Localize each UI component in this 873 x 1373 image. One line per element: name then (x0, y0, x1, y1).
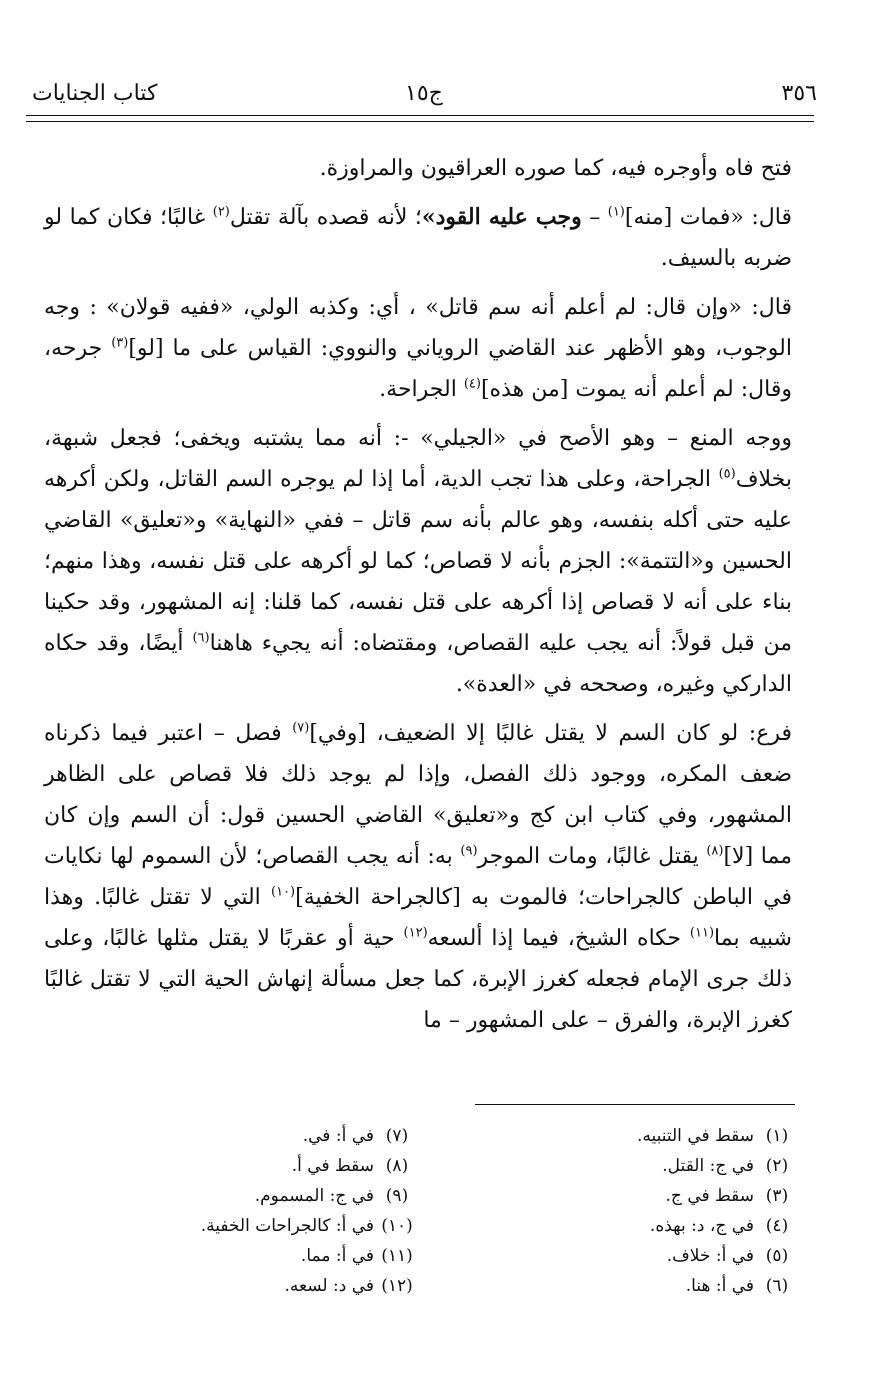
paragraph-1 (44, 148, 792, 189)
footnote-number: (٣) (765, 1186, 789, 1206)
paragraph-4 (44, 418, 792, 705)
footnote-number: (٧) (385, 1126, 409, 1146)
footnote-text: في د: لسعه. (284, 1276, 374, 1296)
header-rule-top (26, 115, 814, 116)
footnote (150, 1121, 420, 1151)
footnote (520, 1241, 800, 1271)
footnote-text: في ج: المسموم. (254, 1186, 374, 1206)
footnote (150, 1151, 420, 1181)
footnote (520, 1271, 800, 1301)
footnote-text: في أ: في. (302, 1126, 374, 1146)
volume-label: ج١٥ (405, 81, 443, 106)
text-run: أيضًا، وقد حكاه الداركي وغيره، وصححه في «العدة». (44, 631, 792, 697)
footnote-marker: (٩) (460, 843, 478, 859)
text-run: – (581, 205, 608, 230)
text-run: التي لا تقتل غالبًا. وهذا شبيه بما (44, 885, 792, 951)
footnote-number: (١١) (381, 1246, 413, 1266)
text-run: الجراحة، وعلى هذا تجب الدية، أما إذا لم يوجره السم القاتل، ولكن أكرهه عليه حتى أكله بنفسه، وهو عالم بأنه سم قاتل – ففي «النهاية» و«تعليق» القاضي الحسين و«التتمة»: الجزم بأنه لا قصاص؛ كما لو أكرهه على قتل نفسه، وهذا منهم؛ بناء على أنه لا قصاص إذا أكرهه على قتل نفسه، كما قلنا: إنه المشهور، وقد حكينا من قبل قولاً: أنه يجب عليه القصاص، ومقتضاه: أنه يجيء هاهنا (44, 467, 793, 656)
paragraph-3 (44, 287, 792, 410)
text-run: حكاه الشيخ، فيما إذا ألسعه (427, 926, 690, 951)
footnote (520, 1121, 800, 1151)
footnote-text: سقط في ج. (665, 1186, 754, 1206)
footnote-number: (٨) (385, 1156, 409, 1176)
footnote-text: في أ: مما. (300, 1246, 374, 1266)
footnote-separator (475, 1104, 795, 1105)
footnote-text: سقط في التنبيه. (636, 1126, 754, 1146)
footnote (150, 1181, 420, 1211)
footnote-marker: (٢) (212, 204, 230, 220)
footnote (150, 1271, 420, 1301)
footnote-marker: (١٠) (270, 884, 296, 900)
footnote-number: (١) (765, 1126, 789, 1146)
text-run: ووجه المنع – وهو الأصح في «الجيلي» -: أنه مما يشتبه ويخفى؛ فجعل شبهة، بخلاف (44, 426, 792, 492)
footnote-marker: (١١) (689, 925, 715, 941)
text-run: فصل – اعتبر فيما ذكرناه ضعف المكره، ووجود ذلك الفصل، وإذا لم يوجد ذلك فلا قصاص على الظاهر المشهور، وفي كتاب ابن كج و«تعليق» القاضي الحسين قول: أن السم وإن كان مما [لا] (44, 721, 792, 869)
text-run: قال: «فمات [منه] (624, 205, 792, 230)
footnote-marker: (٦) (192, 630, 210, 646)
bold-phrase: وجب عليه القود» (421, 204, 582, 230)
page-number: ٣٥٦ (781, 81, 817, 106)
footnote-marker: (٨) (706, 843, 724, 859)
footnotes-column-2 (150, 1121, 420, 1301)
paragraph-2 (44, 197, 792, 279)
footnote-text: سقط في أ. (291, 1156, 374, 1176)
footnote (520, 1151, 800, 1181)
paragraph-5 (44, 713, 792, 1041)
footnote-number: (٢) (765, 1156, 789, 1176)
text-run: جرحه، وقال: لم أعلم أنه يموت [من هذه] (44, 336, 792, 402)
footnote-number: (٩) (385, 1186, 409, 1206)
text-run: فتح فاه وأوجره فيه، كما صوره العراقيون والمراوزة. (319, 156, 792, 181)
footnote-text: في أ: خلاف. (666, 1246, 754, 1266)
text-run: حية أو عقربًا لا يقتل مثلها غالبًا، وعلى ذلك جرى الإمام فجعله كغرز الإبرة، كما جعل مسألة إنهاش الحية التي لا تقتل غالبًا كغرز الإبرة، والفرق – على المشهور – ما (44, 926, 792, 1033)
footnotes-column-1 (520, 1121, 800, 1301)
footnote-text: في أ: هنا. (685, 1276, 754, 1296)
footnote-number: (١٠) (381, 1216, 413, 1236)
footnote-marker: (٥) (718, 466, 736, 482)
footnote (520, 1181, 800, 1211)
footnote-text: في ج: القتل. (662, 1156, 754, 1176)
footnote-marker: (١٢) (403, 925, 428, 941)
running-title: كتاب الجنايات (32, 81, 158, 106)
text-run: ؛ لأنه قصده بآلة تقتل (229, 205, 422, 230)
text-run: فرع: لو كان السم لا يقتل غالبًا إلا الضعيف، [وفي] (309, 721, 792, 746)
footnote (150, 1241, 420, 1271)
text-run: غالبًا؛ فكان كما لو ضربه بالسيف. (44, 205, 792, 271)
footnote-number: (٤) (765, 1216, 789, 1236)
footnote (150, 1211, 420, 1241)
header-rule-bottom (26, 121, 814, 122)
footnote-text: في ج، د: بهذه. (649, 1216, 754, 1236)
text-run: يقتل غالبًا، ومات الموجر (477, 844, 707, 869)
main-text (44, 148, 792, 1049)
footnote-marker: (٣) (111, 335, 129, 351)
text-run: به: أنه يجب القصاص؛ لأن السموم لها نكايات في الباطن كالجراحات؛ فالموت به [كالجراحة الخفية] (44, 844, 792, 910)
footnote-number: (١٢) (381, 1276, 413, 1296)
footnote-number: (٦) (765, 1276, 789, 1296)
footnote-marker: (١) (607, 204, 625, 220)
footnote-marker: (٤) (463, 376, 481, 392)
footnote-text: في أ: كالجراحات الخفية. (200, 1216, 374, 1236)
footnote-marker: (٧) (292, 720, 310, 736)
footnote-number: (٥) (765, 1246, 789, 1266)
text-run: الجراحة. (379, 377, 464, 402)
text-run: قال: «وإن قال: لم أعلم أنه سم قاتل» ، أي: وكذبه الولي، «ففيه قولان» : وجه الوجوب، وهو الأظهر عند القاضي الروياني والنووي: القياس على ما [لو] (44, 295, 792, 361)
footnote (520, 1211, 800, 1241)
